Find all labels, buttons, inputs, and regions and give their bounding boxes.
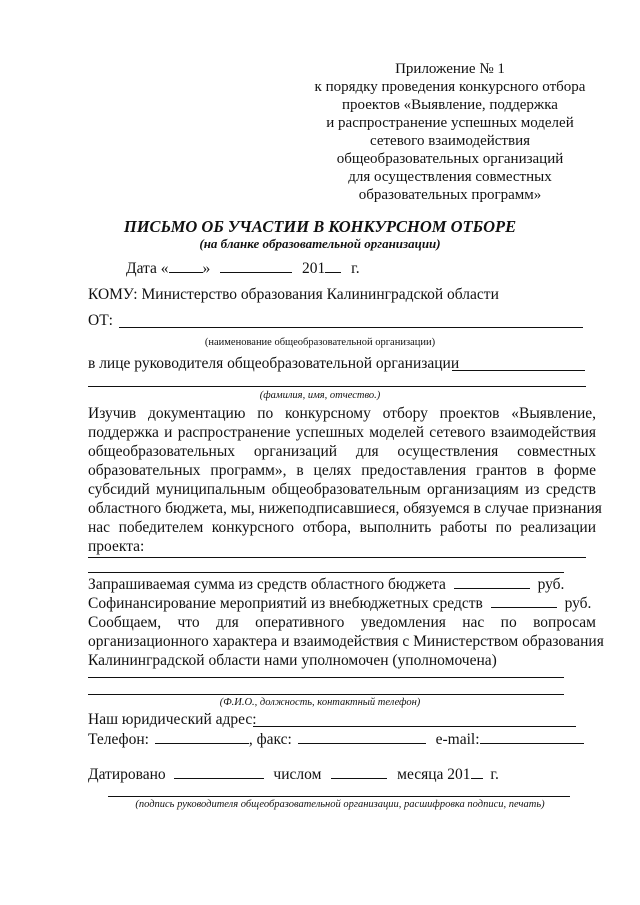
address-label: Наш юридический адрес:	[88, 711, 257, 728]
fax-field[interactable]	[298, 730, 426, 744]
person-field-a[interactable]	[452, 370, 585, 371]
body-line: Изучив документацию по конкурсному отбору проектов «Выявление,	[88, 405, 596, 422]
document-subtitle: (на бланке образовательной организации)	[199, 236, 441, 251]
dated-year-field[interactable]	[471, 765, 483, 779]
date-month-field[interactable]	[220, 259, 292, 273]
contact-field-a[interactable]	[88, 677, 564, 678]
annex-line: к порядку проведения конкурсного отбора	[314, 79, 586, 95]
body-line: проекта:	[88, 538, 145, 555]
annex-line: и распространение успешных моделей	[326, 115, 574, 131]
body-line: общеобразовательных организаций для осуществления совместных	[88, 443, 596, 460]
dated-day-field[interactable]	[174, 765, 264, 779]
cofinancing-amount-field[interactable]	[491, 594, 557, 608]
from-field[interactable]	[119, 327, 583, 328]
cofinancing-line	[88, 594, 591, 613]
signature-field[interactable]	[108, 796, 570, 797]
fax-label: , факс:	[248, 731, 292, 748]
phone-line	[88, 730, 584, 749]
body-line: образовательных программ», в целях предоставления грантов в форме	[88, 462, 596, 479]
signature-hint: (подпись руководителя общеобразовательной организации, расшифровка подписи, печать)	[135, 799, 545, 810]
contact-paragraph	[88, 613, 604, 670]
dated-label: Датировано	[88, 766, 166, 783]
annex-line: проектов «Выявление, поддержка	[342, 97, 558, 113]
cofinancing-label: Софинансирование мероприятий из внебюджетных средств	[88, 595, 483, 612]
requested-amount-field[interactable]	[454, 575, 530, 589]
person-field-b[interactable]	[88, 386, 586, 387]
dated-line	[88, 765, 499, 784]
email-label: e-mail:	[435, 731, 480, 748]
body-line: субсидий муниципальным общеобразовательным организациям из средств	[88, 481, 596, 498]
contact-line: Сообщаем, что для оперативного уведомления нас по вопросам	[88, 614, 596, 631]
date-close-quote: »	[202, 260, 211, 277]
person-hint: (фамилия, имя, отчество.)	[259, 390, 381, 401]
annex-header	[300, 60, 600, 204]
body-paragraph	[88, 404, 602, 556]
contact-hint: (Ф.И.О., должность, контактный телефон)	[219, 697, 421, 708]
annex-line: Приложение № 1	[395, 61, 505, 77]
date-year: 201	[302, 260, 326, 277]
body-line: поддержка и распространение успешных моделей сетевого взаимодействия	[88, 424, 596, 441]
annex-line: образовательных программ»	[358, 187, 542, 203]
document-title: ПИСЬМО ОБ УЧАСТИИ В КОНКУРСНОМ ОТБОРЕ	[123, 217, 517, 236]
project-field-b[interactable]	[88, 572, 564, 573]
dated-month-label: месяца 201	[397, 766, 471, 783]
requested-unit: руб.	[537, 576, 565, 593]
contact-field-b[interactable]	[88, 694, 564, 695]
dated-month-field[interactable]	[331, 765, 387, 779]
email-field[interactable]	[480, 730, 584, 744]
address-field[interactable]	[253, 726, 576, 727]
date-day-field[interactable]	[169, 259, 203, 273]
annex-line: сетевого взаимодействия	[369, 133, 530, 149]
contact-line: организационного характера и взаимодействия с Министерством образования	[88, 633, 604, 650]
date-year-field[interactable]	[325, 259, 341, 273]
body-line: областного бюджета, мы, нижеподписавшиеся, обязуемся в случае признания	[88, 500, 602, 517]
body-line: нас победителем конкурсного отбора, выполнить работы по реализации	[88, 519, 596, 536]
date-line	[126, 259, 360, 278]
contact-line: Калининградской области нами уполномочен (уполномочена)	[88, 652, 497, 669]
annex-line: общеобразовательных организаций	[336, 151, 564, 167]
dated-day-label: числом	[273, 766, 322, 783]
date-label: Дата «	[126, 260, 169, 277]
annex-line: для осуществления совместных	[348, 169, 552, 185]
from-label: ОТ:	[88, 312, 113, 329]
cofinancing-unit: руб.	[564, 595, 592, 612]
requested-line	[88, 575, 564, 594]
phone-field[interactable]	[155, 730, 249, 744]
phone-label: Телефон:	[88, 731, 149, 748]
recipient-line: КОМУ: Министерство образования Калининградской области	[88, 286, 499, 303]
project-field-a[interactable]	[88, 557, 586, 558]
date-suffix: г.	[351, 260, 360, 277]
person-label: в лице руководителя общеобразовательной организации	[88, 355, 460, 372]
dated-suffix: г.	[490, 766, 499, 783]
from-hint: (наименование общеобразовательной организации)	[204, 337, 436, 348]
requested-label: Запрашиваемая сумма из средств областного бюджета	[88, 576, 446, 593]
